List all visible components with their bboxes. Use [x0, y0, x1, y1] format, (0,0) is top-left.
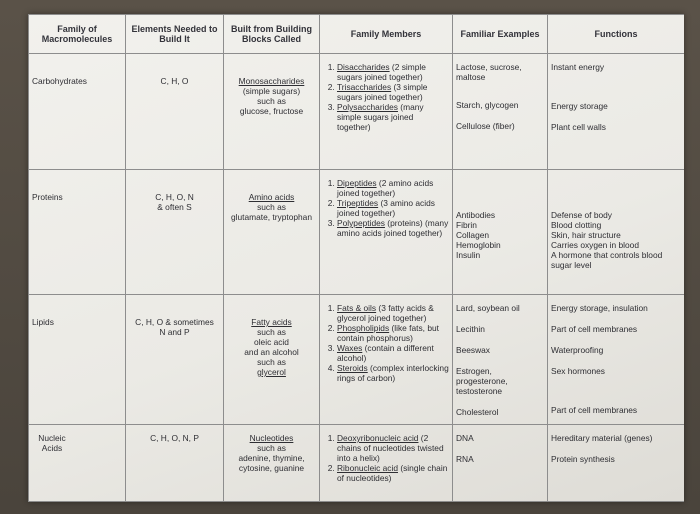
member-desc: (2 simple sugars joined together): [337, 62, 426, 82]
header-family: Family of Macromolecules: [29, 15, 126, 54]
member-desc: (2 chains of nucleotides twisted into a helix): [337, 433, 444, 463]
member-desc: (3 fatty acids & glycerol joined together): [337, 303, 434, 323]
function-item: Skin, hair structure: [551, 230, 621, 240]
building-block-term: glycerol: [257, 367, 286, 377]
member-desc: (3 simple sugars joined together): [337, 82, 428, 102]
members-nucleic-acids: [320, 425, 453, 502]
worksheet-paper: [28, 14, 684, 502]
function-item: Part of cell membranes: [551, 405, 638, 415]
member-term: Polysaccharides: [337, 102, 398, 112]
member-item: [337, 218, 449, 238]
function-item: Part of cell membranes: [551, 324, 638, 334]
functions-lipids: [548, 295, 685, 425]
header-examples: Familiar Examples: [453, 15, 548, 54]
examples-carbohydrates: [453, 54, 548, 170]
example-item: Cellulose (fiber): [456, 121, 515, 131]
built-from-lipids: [224, 295, 320, 425]
example-item: Lecithin: [456, 324, 485, 334]
example-item: Lactose, sucrose, maltose: [456, 62, 522, 82]
member-item: [337, 363, 449, 383]
function-item: Blood clotting: [551, 220, 602, 230]
building-block-line: oleic acid: [254, 337, 289, 347]
member-desc: (2 amino acids joined together): [337, 178, 434, 198]
built-from-nucleic-acids: [224, 425, 320, 502]
header-row: [29, 15, 685, 54]
family-carbohydrates: Carbohydrates: [29, 54, 126, 170]
member-item: [337, 82, 449, 102]
member-item: [337, 178, 449, 198]
function-item: Waterproofing: [551, 345, 604, 355]
row-proteins: [29, 170, 685, 295]
function-item: Sex hormones: [551, 366, 605, 376]
building-block-term: Nucleotides: [249, 433, 294, 443]
member-term: Phospholipids: [337, 323, 390, 333]
macromolecules-table: [28, 14, 684, 502]
building-block-line: such as: [257, 357, 286, 367]
building-block-line: (simple sugars): [242, 86, 301, 96]
elements-carbohydrates: C, H, O: [126, 54, 224, 170]
elements-proteins: [126, 170, 224, 295]
example-item: Estrogen, progesterone, testosterone: [456, 366, 508, 396]
example-item: Collagen: [456, 230, 490, 240]
example-item: Antibodies: [456, 210, 496, 220]
example-item: Insulin: [456, 250, 481, 260]
member-term: Waxes: [337, 343, 363, 353]
example-item: Cholesterol: [456, 407, 499, 417]
elements-line: & often S: [157, 202, 192, 212]
function-item: Energy storage: [551, 101, 608, 111]
member-item: [337, 102, 449, 132]
built-from-carbohydrates: [224, 54, 320, 170]
function-item: Carries oxygen in blood: [551, 240, 639, 250]
function-item: Plant cell walls: [551, 122, 606, 132]
member-item: [337, 343, 449, 363]
member-term: Tripeptides: [337, 198, 379, 208]
member-item: [337, 463, 449, 483]
function-item: Hereditary material (genes): [551, 433, 653, 443]
member-term: Dipeptides: [337, 178, 377, 188]
functions-nucleic-acids: [548, 425, 685, 502]
function-item: Defense of body: [551, 210, 612, 220]
elements-line: C, H, O & sometimes: [135, 317, 214, 327]
examples-proteins: [453, 170, 548, 295]
member-term: Disaccharides: [337, 62, 390, 72]
member-desc: (like fats, but contain phosphorus): [337, 323, 439, 343]
example-item: Lard, soybean oil: [456, 303, 520, 313]
member-desc: (single chain of nucleotides): [337, 463, 448, 483]
family-proteins: Proteins: [29, 170, 126, 295]
functions-carbohydrates: [548, 54, 685, 170]
member-item: [337, 303, 449, 323]
header-functions: Functions: [548, 15, 685, 54]
example-item: Hemoglobin: [456, 240, 501, 250]
members-proteins: [320, 170, 453, 295]
row-lipids: [29, 295, 685, 425]
building-block-line: such as: [257, 443, 286, 453]
elements-nucleic-acids: C, H, O, N, P: [126, 425, 224, 502]
building-block-term: Monosaccharides: [238, 76, 305, 86]
member-desc: (contain a different alcohol): [337, 343, 434, 363]
header-members: Family Members: [320, 15, 453, 54]
member-term: Ribonucleic acid: [337, 463, 398, 473]
function-item: Instant energy: [551, 62, 605, 72]
example-item: RNA: [456, 454, 474, 464]
example-item: Starch, glycogen: [456, 100, 519, 110]
member-desc: (proteins) (many amino acids joined together): [337, 218, 449, 238]
building-block-line: glutamate, tryptophan: [230, 212, 312, 222]
member-item: [337, 62, 449, 82]
row-nucleic-acids: [29, 425, 685, 502]
family-label: Nucleic Acids: [38, 433, 66, 453]
building-block-term: Fatty acids: [251, 317, 292, 327]
examples-nucleic-acids: [453, 425, 548, 502]
family-lipids: Lipids: [29, 295, 126, 425]
building-block-line: glucose, fructose: [239, 106, 304, 116]
built-from-proteins: [224, 170, 320, 295]
building-block-line: such as: [257, 327, 286, 337]
building-block-term: Amino acids: [248, 192, 295, 202]
member-term: Steroids: [337, 363, 368, 373]
function-item: Energy storage, insulation: [551, 303, 648, 313]
member-desc: (3 amino acids joined together): [337, 198, 435, 218]
member-term: Polypeptides: [337, 218, 385, 228]
row-carbohydrates: [29, 54, 685, 170]
elements-line: C, H, O, N: [155, 192, 194, 202]
members-carbohydrates: [320, 54, 453, 170]
member-desc: (complex interlocking rings of carbon): [337, 363, 449, 383]
building-block-line: cytosine, guanine: [238, 463, 305, 473]
elements-line: N and P: [159, 327, 190, 337]
function-item: Protein synthesis: [551, 454, 615, 464]
building-block-line: such as: [257, 202, 286, 212]
example-item: Beeswax: [456, 345, 490, 355]
member-term: Trisaccharides: [337, 82, 392, 92]
header-built-from: Built from Building Blocks Called: [224, 15, 320, 54]
member-desc: (many simple sugars joined together): [337, 102, 424, 132]
member-term: Fats & oils: [337, 303, 377, 313]
building-block-line: such as: [257, 96, 286, 106]
member-item: [337, 198, 449, 218]
header-elements: Elements Needed to Build It: [126, 15, 224, 54]
example-item: Fibrin: [456, 220, 477, 230]
members-lipids: [320, 295, 453, 425]
example-item: DNA: [456, 433, 474, 443]
family-nucleic-acids: [29, 425, 126, 502]
examples-lipids: [453, 295, 548, 425]
function-item: A hormone that controls blood sugar level: [551, 250, 663, 270]
functions-proteins: [548, 170, 685, 295]
building-block-line: adenine, thymine,: [238, 453, 305, 463]
elements-lipids: [126, 295, 224, 425]
member-term: Deoxyribonucleic acid: [337, 433, 419, 443]
member-item: [337, 323, 449, 343]
member-item: [337, 433, 449, 463]
building-block-line: and an alcohol: [244, 347, 299, 357]
